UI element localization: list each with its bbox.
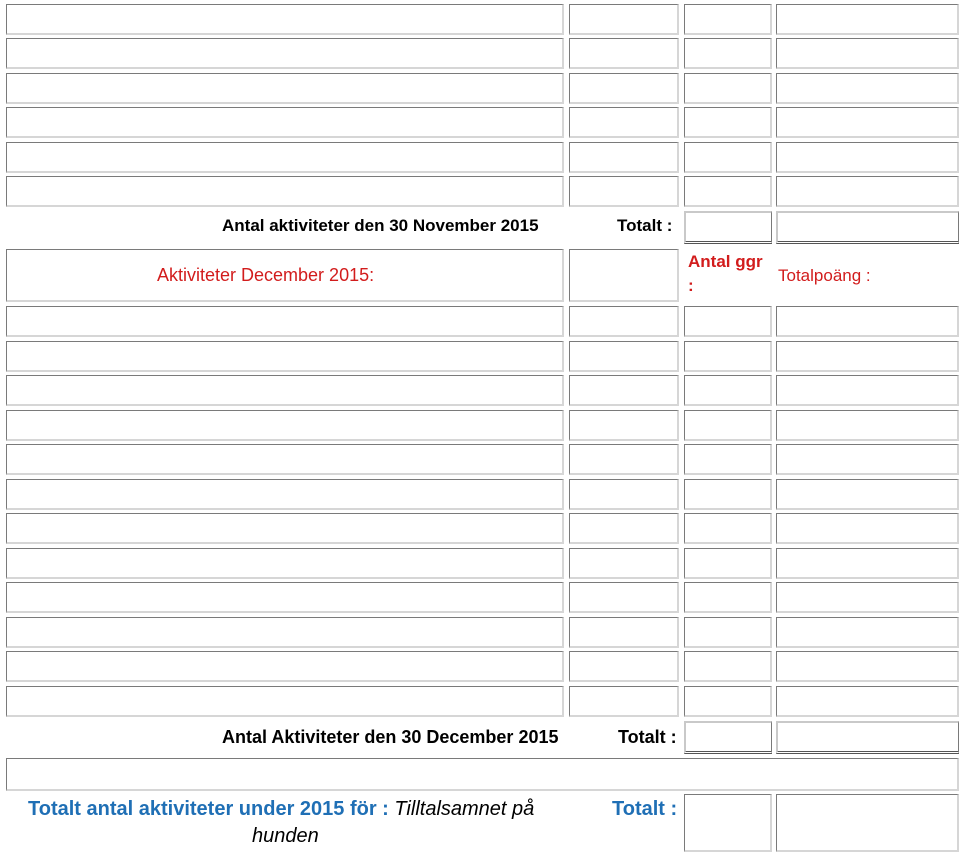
december-title: Aktiviteter December 2015: (157, 265, 375, 285)
nov-row-5-activity-cell[interactable] (6, 142, 564, 173)
nov-row-4-points-cell[interactable] (776, 107, 959, 138)
dec-row-1-activity-cell[interactable] (6, 306, 564, 337)
dec-row-11-activity-cell[interactable] (6, 651, 564, 682)
nov-row-6-date-cell[interactable] (569, 176, 679, 207)
dec-row-10-date-cell[interactable] (569, 617, 679, 648)
nov-total-count-cell[interactable] (684, 211, 772, 244)
nov-row-5-date-cell[interactable] (569, 142, 679, 173)
dec-row-2-count-cell[interactable] (684, 341, 772, 372)
points-header: Totalpoäng : (778, 266, 871, 285)
nov-row-2-points-cell[interactable] (776, 38, 959, 69)
dec-row-3-count-cell[interactable] (684, 375, 772, 406)
dog-name-placeholder: Tilltalsamnet på (394, 798, 535, 820)
dec-row-12-activity-cell[interactable] (6, 686, 564, 717)
dec-row-8-points-cell[interactable] (776, 548, 959, 579)
dec-row-10-points-cell[interactable] (776, 617, 959, 648)
dog-name-placeholder-line2: hunden (252, 825, 319, 847)
dec-row-1-points-cell[interactable] (776, 306, 959, 337)
dec-row-2-activity-cell[interactable] (6, 341, 564, 372)
dec-row-8-count-cell[interactable] (684, 548, 772, 579)
december-total-label: Totalt : (618, 727, 677, 747)
nov-total-points-cell[interactable] (776, 211, 959, 244)
nov-row-4-activity-cell[interactable] (6, 107, 564, 138)
dec-header-date-cell[interactable] (569, 249, 679, 302)
dec-row-12-count-cell[interactable] (684, 686, 772, 717)
dec-row-4-activity-cell[interactable] (6, 410, 564, 441)
dec-row-4-points-cell[interactable] (776, 410, 959, 441)
dec-row-3-date-cell[interactable] (569, 375, 679, 406)
dec-row-9-points-cell[interactable] (776, 582, 959, 613)
nov-row-3-count-cell[interactable] (684, 73, 772, 104)
november-summary-label: Antal aktiviteter den 30 November 2015 (222, 216, 539, 235)
nov-row-5-points-cell[interactable] (776, 142, 959, 173)
year-summary-text: Totalt antal aktiviteter under 2015 för : (28, 798, 395, 820)
dec-row-8-date-cell[interactable] (569, 548, 679, 579)
year-total-count-cell[interactable] (684, 794, 772, 852)
dec-row-6-points-cell[interactable] (776, 479, 959, 510)
year-summary-label (28, 798, 534, 821)
dec-row-8-activity-cell[interactable] (6, 548, 564, 579)
dec-row-7-activity-cell[interactable] (6, 513, 564, 544)
dec-row-12-date-cell[interactable] (569, 686, 679, 717)
dec-row-5-activity-cell[interactable] (6, 444, 564, 475)
dec-row-4-date-cell[interactable] (569, 410, 679, 441)
dec-row-10-activity-cell[interactable] (6, 617, 564, 648)
nov-row-3-points-cell[interactable] (776, 73, 959, 104)
nov-row-2-date-cell[interactable] (569, 38, 679, 69)
year-total-label: Totalt : (612, 798, 678, 820)
dec-row-7-points-cell[interactable] (776, 513, 959, 544)
dec-row-9-activity-cell[interactable] (6, 582, 564, 613)
dec-row-5-points-cell[interactable] (776, 444, 959, 475)
dec-row-7-count-cell[interactable] (684, 513, 772, 544)
nov-row-1-points-cell[interactable] (776, 4, 959, 35)
dec-row-6-date-cell[interactable] (569, 479, 679, 510)
dec-row-11-count-cell[interactable] (684, 651, 772, 682)
nov-row-3-date-cell[interactable] (569, 73, 679, 104)
dec-total-count-cell[interactable] (684, 721, 772, 754)
november-total-label: Totalt : (617, 216, 673, 235)
dec-row-1-date-cell[interactable] (569, 306, 679, 337)
dec-row-2-date-cell[interactable] (569, 341, 679, 372)
dec-total-points-cell[interactable] (776, 721, 959, 754)
dec-row-3-points-cell[interactable] (776, 375, 959, 406)
nov-row-4-date-cell[interactable] (569, 107, 679, 138)
dec-row-9-count-cell[interactable] (684, 582, 772, 613)
december-summary-label: Antal Aktiviteter den 30 December 2015 (222, 727, 559, 747)
year-total-points-cell[interactable] (776, 794, 959, 852)
dec-row-10-count-cell[interactable] (684, 617, 772, 648)
dec-row-11-points-cell[interactable] (776, 651, 959, 682)
nov-row-1-count-cell[interactable] (684, 4, 772, 35)
nov-row-6-points-cell[interactable] (776, 176, 959, 207)
dec-row-11-date-cell[interactable] (569, 651, 679, 682)
nov-row-1-activity-cell[interactable] (6, 4, 564, 35)
dec-row-6-count-cell[interactable] (684, 479, 772, 510)
count-header-line2: : (688, 276, 694, 295)
nov-row-6-activity-cell[interactable] (6, 176, 564, 207)
dec-row-9-date-cell[interactable] (569, 582, 679, 613)
dec-row-5-count-cell[interactable] (684, 444, 772, 475)
nov-row-2-activity-cell[interactable] (6, 38, 564, 69)
dec-row-1-count-cell[interactable] (684, 306, 772, 337)
dec-row-3-activity-cell[interactable] (6, 375, 564, 406)
nov-row-5-count-cell[interactable] (684, 142, 772, 173)
count-header-line1: Antal ggr (688, 252, 763, 271)
nov-row-4-count-cell[interactable] (684, 107, 772, 138)
spacer-row-cell[interactable] (6, 758, 959, 791)
dec-row-5-date-cell[interactable] (569, 444, 679, 475)
dec-row-2-points-cell[interactable] (776, 341, 959, 372)
dec-row-7-date-cell[interactable] (569, 513, 679, 544)
dec-row-12-points-cell[interactable] (776, 686, 959, 717)
nov-row-3-activity-cell[interactable] (6, 73, 564, 104)
nov-row-6-count-cell[interactable] (684, 176, 772, 207)
nov-row-2-count-cell[interactable] (684, 38, 772, 69)
nov-row-1-date-cell[interactable] (569, 4, 679, 35)
dec-row-4-count-cell[interactable] (684, 410, 772, 441)
dec-row-6-activity-cell[interactable] (6, 479, 564, 510)
